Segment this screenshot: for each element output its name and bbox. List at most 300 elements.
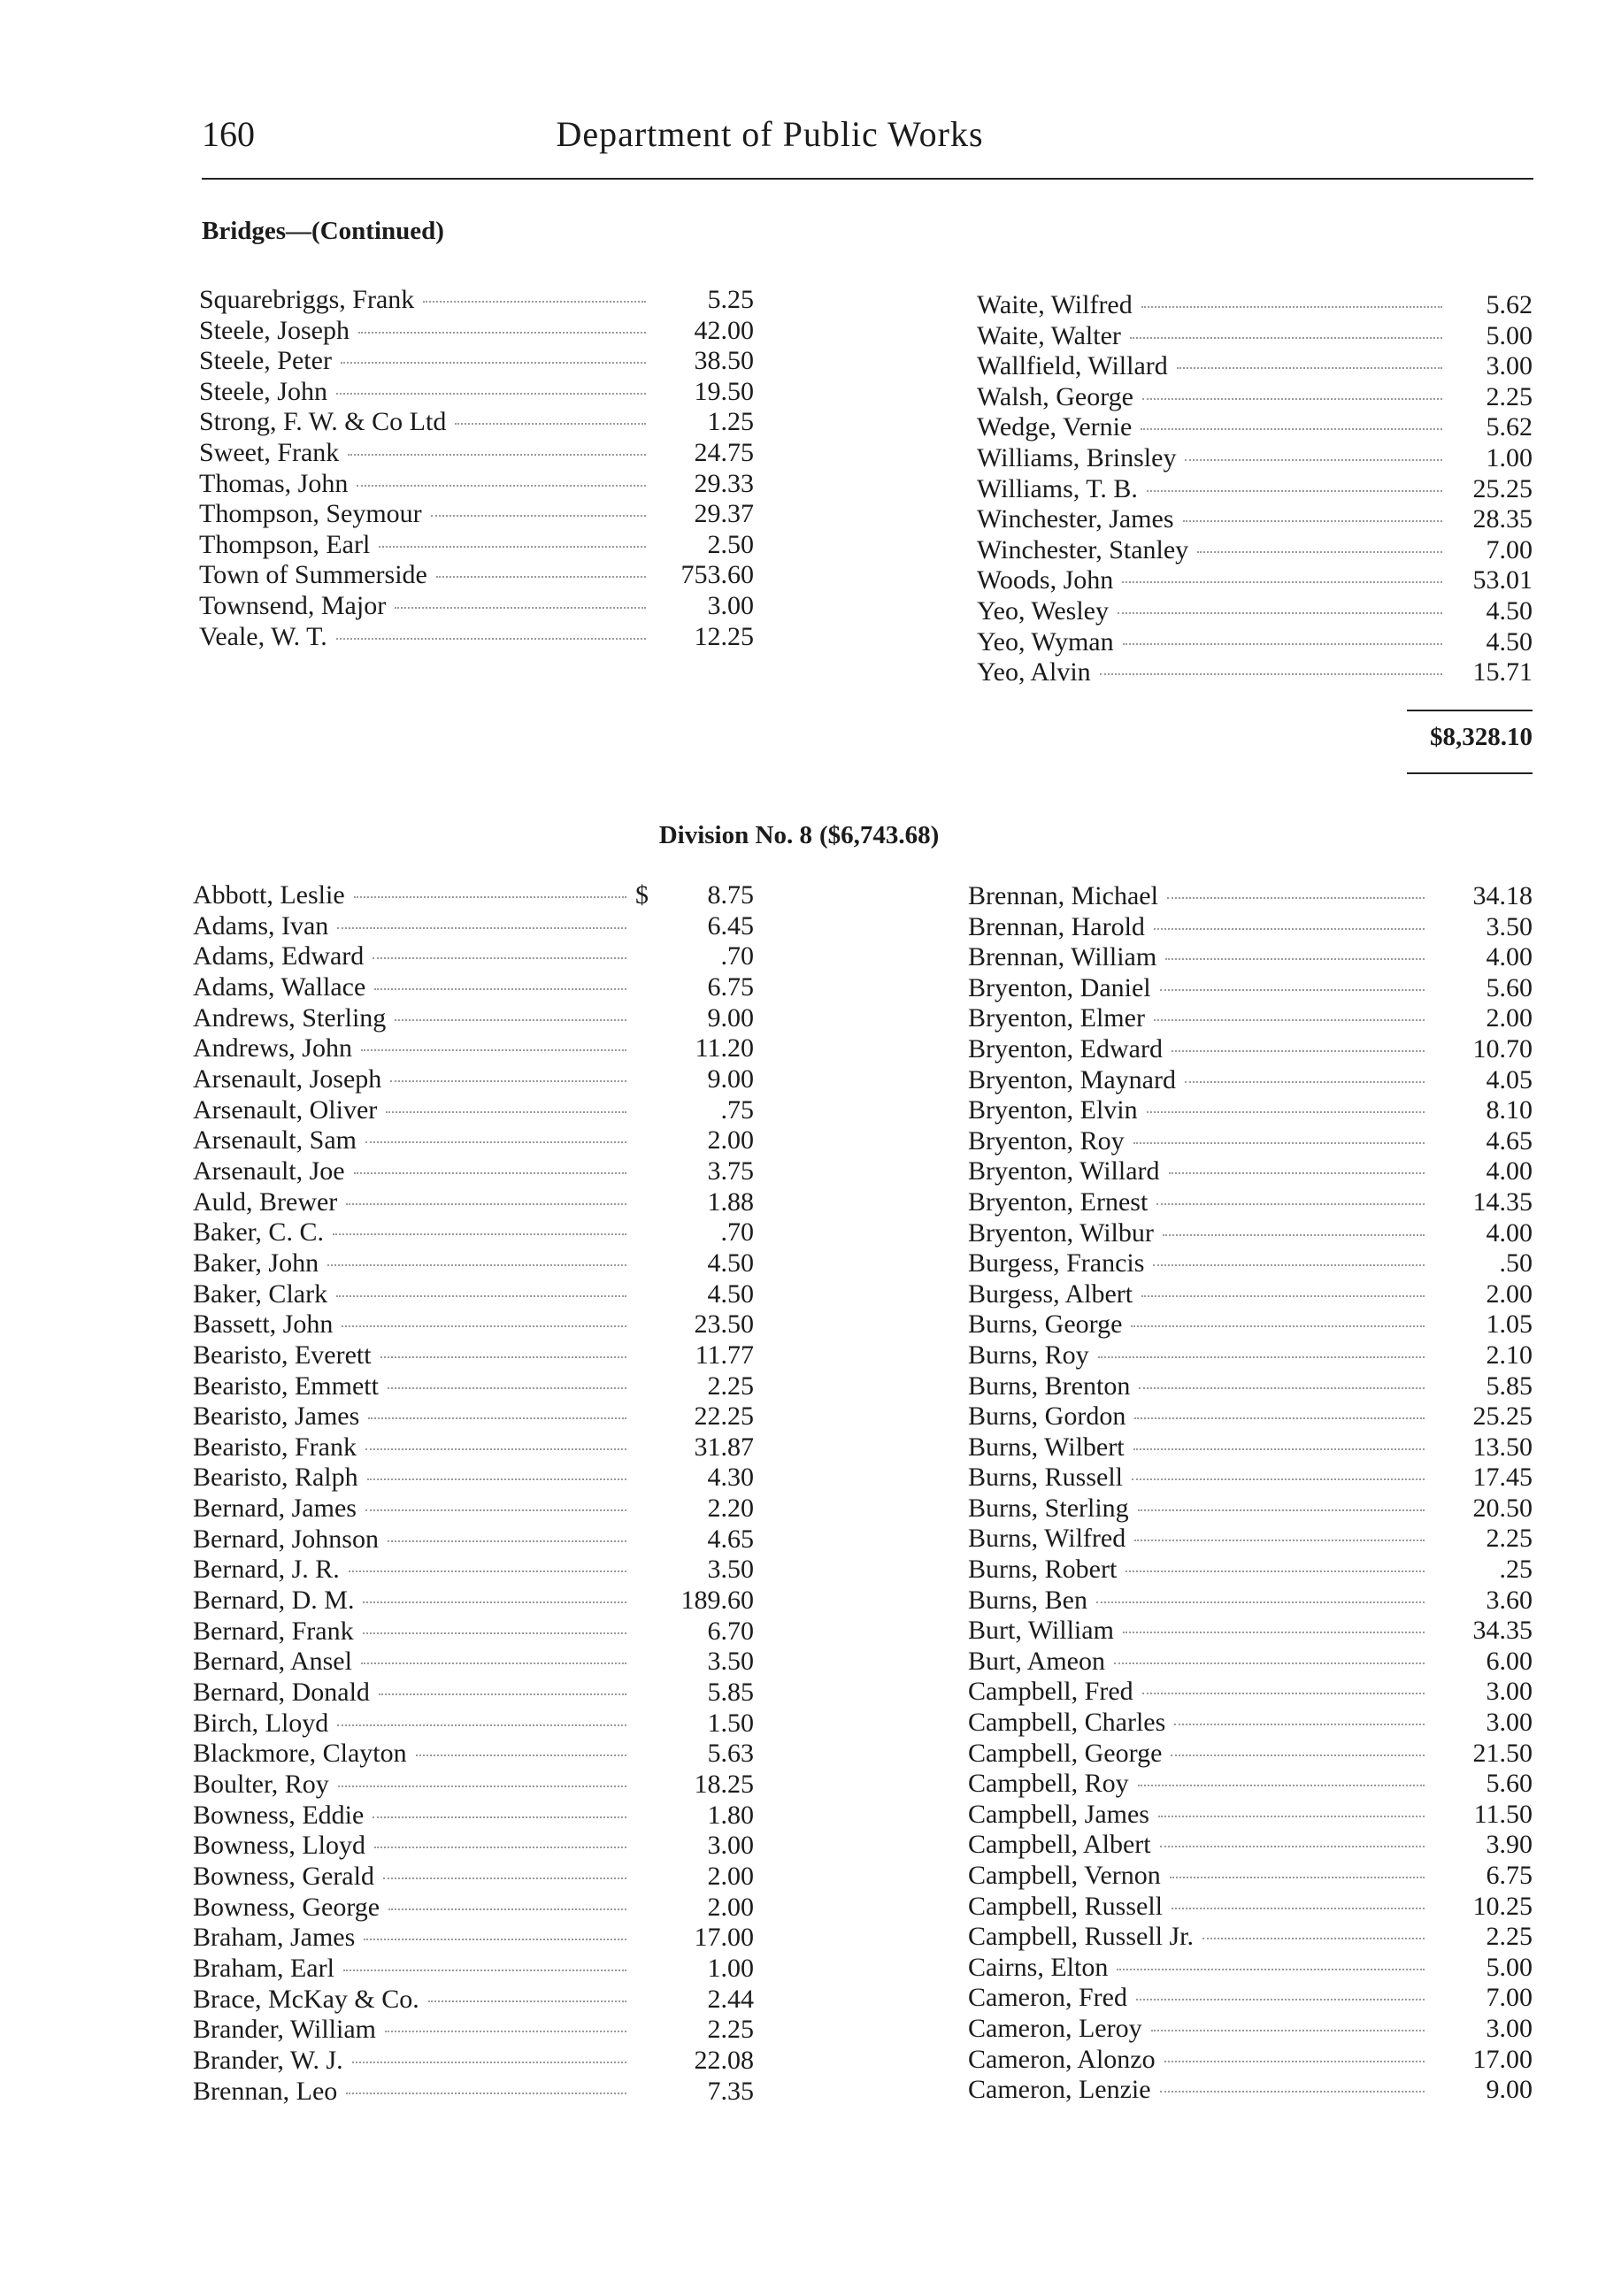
list-item (977, 535, 1533, 566)
entry-name: Burgess, Albert (968, 1279, 1133, 1309)
dot-leader (373, 1816, 626, 1818)
dot-leader (342, 1325, 626, 1327)
division-list-left (193, 880, 754, 2107)
entry-amount: 28.35 (1472, 504, 1533, 534)
dot-leader (1133, 1448, 1425, 1450)
entry-amount: 753.60 (680, 560, 754, 590)
entry-amount: 2.10 (1486, 1340, 1533, 1370)
entry-name: Burns, Russell (968, 1463, 1124, 1493)
dot-leader (1123, 643, 1442, 645)
list-item (193, 1309, 754, 1340)
dot-leader (428, 2000, 626, 2002)
entry-name: Braham, James (193, 1923, 356, 1953)
list-item (193, 911, 754, 942)
dot-leader (1134, 1417, 1425, 1419)
dot-leader (1142, 1693, 1425, 1694)
list-item (193, 1647, 754, 1678)
dot-leader (365, 1509, 626, 1511)
entry-name: Burns, Roy (968, 1340, 1089, 1370)
entry-amount: 4.50 (1486, 626, 1533, 657)
entry-amount: 14.35 (1472, 1186, 1533, 1217)
list-item (193, 1463, 754, 1494)
list-item (968, 1983, 1533, 2014)
dot-leader (374, 1847, 626, 1848)
entry-amount: 1.00 (707, 1953, 754, 1983)
entry-name: Bryenton, Maynard (968, 1064, 1176, 1094)
entry-amount: 4.50 (707, 1279, 754, 1309)
entry-amount: 34.18 (1472, 881, 1533, 910)
entry-amount: 5.63 (707, 1739, 754, 1769)
entry-name: Bernard, Johnson (193, 1524, 379, 1554)
entry-name: Burns, Gordon (968, 1401, 1126, 1432)
dot-leader (1160, 1846, 1425, 1847)
dot-leader (379, 1693, 626, 1695)
list-item (977, 351, 1533, 382)
dot-leader (354, 896, 626, 898)
entry-name: Bryenton, Elmer (968, 1003, 1145, 1033)
entry-name: Winchester, Stanley (977, 534, 1189, 564)
entry-amount: 20.50 (1472, 1493, 1533, 1523)
dot-leader (1160, 989, 1425, 991)
entry-amount: 3.00 (1486, 1677, 1533, 1707)
entry-name: Town of Summerside (199, 560, 427, 590)
dot-leader (336, 638, 646, 640)
entry-amount: 4.65 (707, 1524, 754, 1554)
dot-leader (379, 546, 646, 548)
entry-name: Brace, McKay & Co. (193, 1984, 419, 2014)
entry-name: Abbott, Leslie (193, 880, 345, 910)
dot-leader (455, 423, 646, 425)
list-item (968, 2014, 1533, 2045)
entry-amount: 1.25 (707, 407, 754, 437)
entry-amount: 5.25 (707, 285, 754, 314)
entry-name: Bassett, John (193, 1309, 334, 1340)
entry-name: Bryenton, Edward (968, 1033, 1163, 1064)
list-item (968, 942, 1533, 973)
list-item (968, 1340, 1533, 1371)
dot-leader (1174, 1724, 1425, 1725)
entry-amount: 5.00 (1486, 320, 1533, 350)
list-item (193, 2077, 754, 2108)
dot-leader (1185, 1081, 1425, 1083)
dot-leader (1130, 337, 1442, 339)
entry-name: Brander, William (193, 2015, 376, 2045)
dot-leader (1164, 2061, 1425, 2062)
list-item (977, 474, 1533, 505)
dot-leader (1160, 2091, 1425, 2093)
list-item (968, 1647, 1533, 1678)
list-item (977, 657, 1533, 688)
list-item (193, 972, 754, 1003)
entry-name: Bryenton, Elvin (968, 1095, 1138, 1125)
dot-leader (423, 301, 646, 303)
entry-amount: 29.37 (694, 499, 754, 529)
list-item (193, 2015, 754, 2046)
entry-amount: 5.62 (1486, 412, 1533, 442)
entry-amount: 2.20 (707, 1494, 754, 1524)
entry-amount: 2.00 (1486, 1279, 1533, 1309)
dot-leader (338, 1785, 626, 1787)
entry-name: Bowness, Eddie (193, 1800, 365, 1830)
entry-amount: 5.62 (1486, 290, 1533, 319)
entry-name: Townsend, Major (199, 590, 387, 620)
entry-name: Sweet, Frank (199, 437, 340, 467)
list-item (193, 1340, 754, 1371)
entry-name: Campbell, James (968, 1799, 1149, 1829)
entry-name: Brennan, William (968, 942, 1157, 972)
entry-amount: 2.44 (707, 1984, 754, 2014)
list-item (968, 1463, 1533, 1494)
entry-name: Andrews, John (193, 1033, 352, 1064)
list-item (193, 1770, 754, 1801)
entry-amount: 7.00 (1486, 534, 1533, 564)
dot-leader (1126, 1570, 1425, 1572)
entry-name: Boulter, Roy (193, 1770, 329, 1800)
dot-leader (1134, 1540, 1425, 1541)
dot-leader (388, 1387, 626, 1389)
entry-amount: 3.75 (707, 1156, 754, 1186)
dot-leader (1169, 1172, 1425, 1174)
entry-name: Brennan, Harold (968, 911, 1145, 941)
dot-leader (390, 1080, 626, 1082)
total-rule-bottom (1407, 772, 1533, 774)
entry-amount: .75 (720, 1094, 754, 1125)
list-item (193, 1494, 754, 1524)
entry-name: Cameron, Fred (968, 1983, 1127, 2013)
dot-leader (1136, 1999, 1425, 2000)
entry-name: Steele, Joseph (199, 315, 350, 345)
entry-name: Adams, Wallace (193, 971, 366, 1002)
entry-name: Bearisto, James (193, 1401, 360, 1432)
list-item (968, 1248, 1533, 1279)
dot-leader (1141, 306, 1442, 308)
currency-symbol: $ (635, 880, 649, 910)
list-item (977, 290, 1533, 321)
entry-name: Andrews, Sterling (193, 1002, 387, 1033)
dot-leader (416, 1755, 626, 1756)
dot-leader (1185, 459, 1442, 461)
dot-leader (333, 1233, 626, 1235)
entry-name: Brennan, Michael (968, 881, 1158, 910)
entry-amount: 23.50 (694, 1309, 754, 1340)
entry-name: Strong, F. W. & Co Ltd (199, 407, 447, 437)
entry-amount: 2.00 (707, 1125, 754, 1156)
entry-amount: 4.50 (707, 1248, 754, 1278)
entry-name: Waite, Walter (977, 320, 1121, 350)
division-total: ($6,743.68) (818, 821, 940, 849)
entry-name: Bowness, Gerald (193, 1862, 374, 1891)
dot-leader (337, 1724, 626, 1726)
entry-name: Baker, John (193, 1248, 319, 1278)
entry-amount: 2.00 (707, 1862, 754, 1891)
entry-amount: 38.50 (694, 346, 754, 376)
entry-name: Arsenault, Joe (193, 1156, 345, 1186)
list-item (977, 321, 1533, 352)
list-item (968, 1494, 1533, 1524)
list-item (968, 2075, 1533, 2106)
list-item (193, 1125, 754, 1156)
entry-name: Williams, T. B. (977, 473, 1138, 503)
entry-name: Bearisto, Ralph (193, 1463, 358, 1493)
entry-name: Campbell, Russell Jr. (968, 1922, 1194, 1952)
dot-leader (1117, 1969, 1425, 1970)
dot-leader (1131, 1325, 1425, 1327)
list-item (968, 881, 1533, 912)
list-item (977, 596, 1533, 627)
entry-name: Squarebriggs, Frank (199, 285, 415, 314)
list-item (968, 1309, 1533, 1340)
dot-leader (354, 1172, 626, 1174)
dot-leader (1172, 1908, 1425, 1909)
list-item (199, 469, 754, 500)
list-item (968, 1218, 1533, 1249)
entry-name: Burt, Ameon (968, 1646, 1105, 1676)
dot-leader (361, 1049, 626, 1051)
entry-amount: 11.50 (1473, 1799, 1533, 1829)
list-item (968, 1861, 1533, 1892)
entry-name: Burns, George (968, 1309, 1123, 1340)
entry-name: Bryenton, Ernest (968, 1186, 1149, 1217)
entry-name: Burns, Brenton (968, 1371, 1131, 1401)
entry-amount: 3.00 (707, 1831, 754, 1861)
dot-leader (1172, 1050, 1425, 1052)
list-item (193, 941, 754, 972)
list-item (199, 591, 754, 622)
entry-amount: 6.00 (1486, 1646, 1533, 1676)
list-item (199, 285, 754, 316)
list-item (193, 1279, 754, 1310)
entry-amount: 3.00 (707, 590, 754, 620)
list-item (968, 1739, 1533, 1770)
dot-leader (1132, 1478, 1425, 1480)
list-item (968, 1677, 1533, 1708)
list-item (968, 1156, 1533, 1187)
list-item (193, 1954, 754, 1985)
entry-amount: 18.25 (694, 1770, 754, 1800)
entry-amount: 3.90 (1486, 1830, 1533, 1860)
entry-amount: 3.00 (1486, 351, 1533, 381)
list-item (193, 1678, 754, 1709)
list-item (193, 1156, 754, 1187)
list-item (968, 1401, 1533, 1432)
list-item (193, 1893, 754, 1924)
entry-amount: 1.50 (707, 1708, 754, 1738)
entry-name: Bryenton, Daniel (968, 972, 1151, 1002)
entry-name: Steele, John (199, 376, 327, 406)
entry-amount: 6.45 (707, 910, 754, 941)
entry-name: Bowness, George (193, 1892, 380, 1922)
entry-amount: .25 (1499, 1555, 1533, 1585)
dot-leader (1096, 1601, 1425, 1603)
entry-name: Waite, Wilfred (977, 290, 1133, 319)
entry-amount: 10.70 (1472, 1033, 1533, 1064)
entry-name: Veale, W. T. (199, 621, 327, 651)
entry-name: Burns, Ben (968, 1585, 1087, 1615)
dot-leader (1114, 1662, 1425, 1664)
entry-name: Campbell, Russell (968, 1891, 1163, 1921)
dot-leader (346, 2093, 626, 2094)
dot-leader (385, 2031, 626, 2032)
entry-name: Campbell, Albert (968, 1830, 1151, 1860)
entry-amount: 21.50 (1472, 1738, 1533, 1768)
entry-amount: 19.50 (694, 376, 754, 406)
entry-name: Yeo, Wesley (977, 595, 1109, 626)
entry-name: Cairns, Elton (968, 1952, 1109, 1982)
dot-leader (1163, 1234, 1425, 1236)
entry-amount: 2.00 (707, 1892, 754, 1922)
list-item (968, 1769, 1533, 1800)
list-item (968, 1922, 1533, 1953)
bridges-list-right (977, 290, 1533, 688)
list-item (199, 316, 754, 347)
entry-name: Auld, Brewer (193, 1186, 338, 1217)
dot-leader (380, 1356, 626, 1358)
entry-name: Burns, Wilfred (968, 1524, 1126, 1554)
list-item (968, 1095, 1533, 1126)
entry-name: Burns, Wilbert (968, 1432, 1125, 1462)
entry-amount: 4.50 (1486, 595, 1533, 626)
dot-leader (1202, 1938, 1425, 1939)
page-title: Department of Public Works (556, 114, 984, 154)
entry-name: Burns, Sterling (968, 1493, 1129, 1523)
entry-amount: 2.25 (1486, 1922, 1533, 1952)
dot-leader (1183, 520, 1442, 522)
list-item (193, 2046, 754, 2077)
entry-name: Birch, Lloyd (193, 1708, 329, 1738)
entry-name: Woods, John (977, 565, 1114, 595)
entry-name: Braham, Earl (193, 1953, 334, 1983)
list-item (193, 1033, 754, 1064)
entry-amount: 2.00 (1486, 1003, 1533, 1033)
dot-leader (1171, 1755, 1425, 1756)
list-item (193, 1187, 754, 1218)
entry-name: Adams, Edward (193, 941, 365, 971)
entry-name: Bryenton, Wilbur (968, 1217, 1154, 1248)
list-item (968, 1586, 1533, 1616)
list-item (193, 1003, 754, 1034)
entry-name: Baker, C. C. (193, 1217, 324, 1248)
entry-name: Baker, Clark (193, 1279, 328, 1309)
list-item (199, 377, 754, 408)
entry-amount: 12.25 (694, 621, 754, 651)
entry-name: Arsenault, Oliver (193, 1094, 378, 1125)
list-item (193, 1709, 754, 1739)
entry-name: Thomas, John (199, 468, 349, 498)
entry-amount: 8.75 (707, 880, 754, 910)
dot-leader (386, 1111, 626, 1113)
entry-amount: 8.10 (1486, 1095, 1533, 1125)
entry-amount: 3.50 (1486, 911, 1533, 941)
entry-name: Adams, Ivan (193, 910, 329, 941)
entry-amount: 53.01 (1472, 565, 1533, 595)
entry-amount: 17.00 (694, 1923, 754, 1953)
dot-leader (364, 1939, 626, 1940)
list-item (968, 1034, 1533, 1065)
entry-name: Bearisto, Everett (193, 1340, 372, 1370)
dot-leader (1197, 551, 1442, 553)
list-item (199, 530, 754, 561)
entry-amount: 22.25 (694, 1401, 754, 1432)
list-item (977, 382, 1533, 413)
dot-leader (388, 1908, 626, 1910)
dot-leader (373, 957, 626, 959)
dot-leader (1100, 673, 1442, 675)
dot-leader (395, 607, 646, 609)
entry-amount: 1.88 (707, 1186, 754, 1217)
list-item (968, 1432, 1533, 1463)
entry-name: Burt, William (968, 1616, 1114, 1646)
division-list-right (968, 881, 1533, 2106)
entry-name: Arsenault, Joseph (193, 1064, 382, 1094)
entry-amount: 189.60 (680, 1586, 754, 1616)
dot-leader (1170, 1877, 1425, 1878)
entry-amount: 25.25 (1472, 473, 1533, 503)
dot-leader (383, 1877, 626, 1879)
entry-amount: 9.00 (1486, 2075, 1533, 2105)
dot-leader (1167, 897, 1425, 899)
entry-name: Campbell, Charles (968, 1708, 1166, 1738)
entry-amount: 11.77 (695, 1340, 754, 1370)
list-item (968, 912, 1533, 943)
dot-leader (365, 1141, 626, 1143)
entry-name: Yeo, Alvin (977, 657, 1091, 687)
dot-leader (1138, 1509, 1425, 1511)
entry-amount: 1.80 (707, 1800, 754, 1830)
entry-amount: 9.00 (707, 1064, 754, 1094)
entry-name: Burns, Robert (968, 1555, 1118, 1585)
dot-leader (1133, 1142, 1425, 1144)
dot-leader (1154, 1019, 1425, 1021)
entry-amount: 11.20 (695, 1033, 754, 1064)
dot-leader (1165, 958, 1425, 960)
dot-leader (327, 1264, 626, 1266)
list-item (193, 1739, 754, 1770)
dot-leader (1147, 490, 1442, 492)
list-item (193, 1371, 754, 1402)
list-item (193, 1217, 754, 1248)
list-item (193, 1831, 754, 1862)
entry-amount: 4.05 (1486, 1064, 1533, 1094)
dot-leader (341, 362, 646, 364)
entry-amount: 31.87 (694, 1432, 754, 1462)
list-item (193, 880, 754, 911)
list-item (977, 504, 1533, 535)
entry-amount: 2.50 (707, 529, 754, 559)
bridges-total: $8,328.10 (1430, 723, 1533, 751)
entry-name: Bernard, D. M. (193, 1586, 355, 1616)
entry-amount: 25.25 (1472, 1401, 1533, 1432)
entry-amount: 2.25 (1486, 1524, 1533, 1554)
list-item (968, 1892, 1533, 1923)
entry-amount: 3.50 (707, 1647, 754, 1677)
list-item (968, 2045, 1533, 2076)
list-item (193, 1064, 754, 1095)
list-item (977, 412, 1533, 443)
entry-amount: 2.25 (707, 1371, 754, 1401)
dot-leader (367, 1478, 626, 1480)
list-item (968, 1524, 1533, 1555)
entry-amount: 6.75 (1486, 1861, 1533, 1890)
entry-name: Cameron, Leroy (968, 2013, 1142, 2043)
entry-amount: 1.00 (1486, 442, 1533, 472)
dot-leader (348, 454, 646, 456)
entry-amount: 2.25 (1486, 381, 1533, 411)
entry-name: Blackmore, Clayton (193, 1739, 407, 1769)
entry-name: Cameron, Lenzie (968, 2075, 1151, 2105)
entry-name: Williams, Brinsley (977, 442, 1177, 472)
entry-amount: 34.35 (1472, 1616, 1533, 1646)
dot-leader (1142, 398, 1442, 400)
